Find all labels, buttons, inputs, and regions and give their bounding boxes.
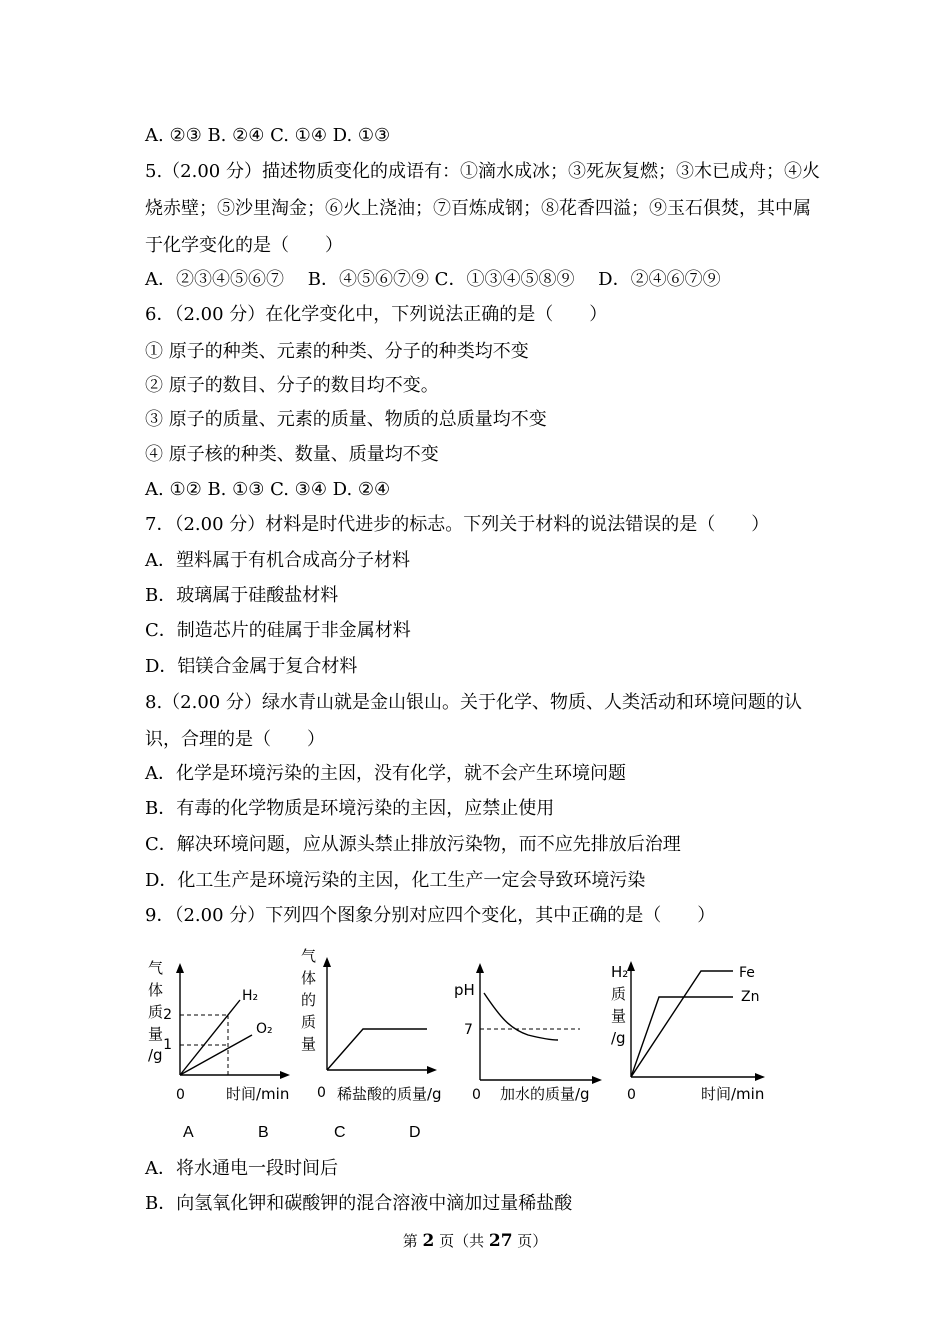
svg-text:的: 的 [301,991,317,1009]
svg-text:质: 质 [148,1003,164,1021]
figure-a-origin: 0 [176,1087,185,1103]
figure-b-y-label [301,947,316,1053]
figure-d-metal-graph [605,955,775,1109]
figure-d-zn-label: Zn [741,989,760,1005]
svg-text:气: 气 [148,959,164,977]
page-footer [0,1230,950,1251]
svg-text:量: 量 [148,1025,164,1043]
figure-a-o2-label: O₂ [256,1021,273,1037]
figure-d-x-label: 时间/min [701,1085,765,1103]
figure-b-x-label: 稀盐酸的质量/g [337,1085,442,1103]
svg-text:质: 质 [301,1013,317,1031]
figure-c-ph-graph [448,955,608,1109]
svg-text:体: 体 [301,969,317,987]
svg-text:气: 气 [301,947,317,965]
q7-option-b: B．玻璃属于硅酸盐材料 [145,585,339,606]
footer-prefix: 第 [402,1232,423,1250]
figure-a-electrolysis-graph [140,955,300,1109]
q8-option-b: B．有毒的化学物质是环境污染的主因，应禁止使用 [145,798,555,819]
svg-text:量: 量 [611,1007,627,1025]
figure-d-y-label [611,963,628,1047]
q7-stem: 7．（2.00 分）材料是时代进步的标志。下列关于材料的说法错误的是（ ） [145,514,770,535]
q8-stem-line1: 8.（2.00 分）绿水青山就是金山银山。关于化学、物质、人类活动和环境问题的认 [145,692,802,713]
caption-a: A [183,1124,194,1141]
figure-c-y-arrow [476,963,484,973]
q7-option-d: D．铝镁合金属于复合材料 [145,656,358,677]
footer-suffix: 页） [512,1232,548,1250]
q9-stem: 9．（2.00 分）下列四个图象分别对应四个变化，其中正确的是（ ） [145,905,716,926]
q6-options: A. ①② B. ①③ C. ③④ D. ②④ [145,479,391,500]
figure-c-x-arrow [592,1076,602,1084]
figure-a-tick-1: 1 [163,1037,172,1053]
caption-d: D [409,1124,421,1141]
q8-option-c: C．解决环境问题，应从源头禁止排放污染物，而不应先排放后治理 [145,834,681,855]
q8-option-a: A．化学是环境污染的主因，没有化学，就不会产生环境问题 [145,763,626,784]
figure-c-ph-curve [484,993,558,1040]
svg-text:量: 量 [301,1035,317,1053]
q5-stem-line3: 于化学变化的是（ ） [145,235,343,256]
q9-option-a: A．将水通电一段时间后 [145,1158,338,1179]
q6-statement-4: ④ 原子核的种类、数量、质量均不变 [145,444,439,465]
figure-d-origin: 0 [627,1087,636,1103]
figure-d-zn-curve [631,997,733,1077]
svg-text:质: 质 [611,985,627,1003]
figure-a-x-arrow [280,1071,290,1079]
caption-b: B [258,1124,269,1141]
figure-a-h2-line [180,1000,240,1075]
figure-d-fe-curve [631,971,733,1077]
figure-b-origin: 0 [317,1085,326,1101]
figure-a-o2-line [180,1035,252,1075]
q6-stem: 6．（2.00 分）在化学变化中，下列说法正确的是（ ） [145,304,608,325]
q8-option-d: D．化工生产是环境污染的主因，化工生产一定会导致环境污染 [145,870,646,891]
figure-b-x-arrow [427,1066,437,1074]
figure-a-y-arrow [176,963,184,973]
q5-stem-line1: 5.（2.00 分）描述物质变化的成语有：①滴水成冰；③死灰复燃；③木已成舟；④火 [145,161,820,182]
figure-a-x-label: 时间/min [226,1085,290,1103]
figure-b-y-arrow [323,957,331,967]
q8-stem-line2: 识，合理的是（ ） [145,729,325,750]
svg-text:/g: /g [611,1029,626,1047]
svg-text:体: 体 [148,981,164,999]
q7-option-a: A．塑料属于有机合成高分子材料 [145,550,410,571]
q7-option-c: C．制造芯片的硅属于非金属材料 [145,620,411,641]
figure-d-fe-label: Fe [739,965,755,981]
figure-c-tick-7: 7 [464,1022,473,1038]
caption-c: C [334,1124,346,1141]
figure-a-y-label [148,959,163,1064]
figure-a-h2-label: H₂ [242,988,259,1004]
figure-c-x-label: 加水的质量/g [500,1085,590,1103]
q4-options: A. ②③ B. ②④ C. ①④ D. ①③ [145,125,391,146]
q9-option-b: B．向氢氧化钾和碳酸钾的混合溶液中滴加过量稀盐酸 [145,1193,573,1214]
footer-total-pages: 27 [488,1231,513,1251]
footer-middle: 页（共 [434,1232,489,1250]
q6-statement-3: ③ 原子的质量、元素的质量、物质的总质量均不变 [145,409,547,430]
q6-statement-1: ① 原子的种类、元素的种类、分子的种类均不变 [145,341,529,362]
figure-b-gas-curve [327,1029,427,1070]
footer-page-number: 2 [422,1231,435,1251]
figure-c-y-label: pH [454,981,475,999]
figure-a-tick-2: 2 [163,1007,172,1023]
figure-d-x-arrow [755,1073,765,1081]
q6-statement-2: ② 原子的数目、分子的数目均不变。 [145,375,439,396]
svg-text:H₂: H₂ [611,963,629,981]
q5-stem-line2: 烧赤壁；⑤沙里淘金；⑥火上浇油；⑦百炼成钢；⑧花香四溢；⑨玉石俱焚，其中属 [145,198,811,219]
figure-c-origin: 0 [472,1087,481,1103]
figure-b-hcl-graph [295,945,455,1109]
svg-text:/g: /g [148,1046,163,1064]
q5-options: A．②③④⑤⑥⑦ B．④⑤⑥⑦⑨ C．①③④⑤⑧⑨ D．②④⑥⑦⑨ [145,269,721,290]
